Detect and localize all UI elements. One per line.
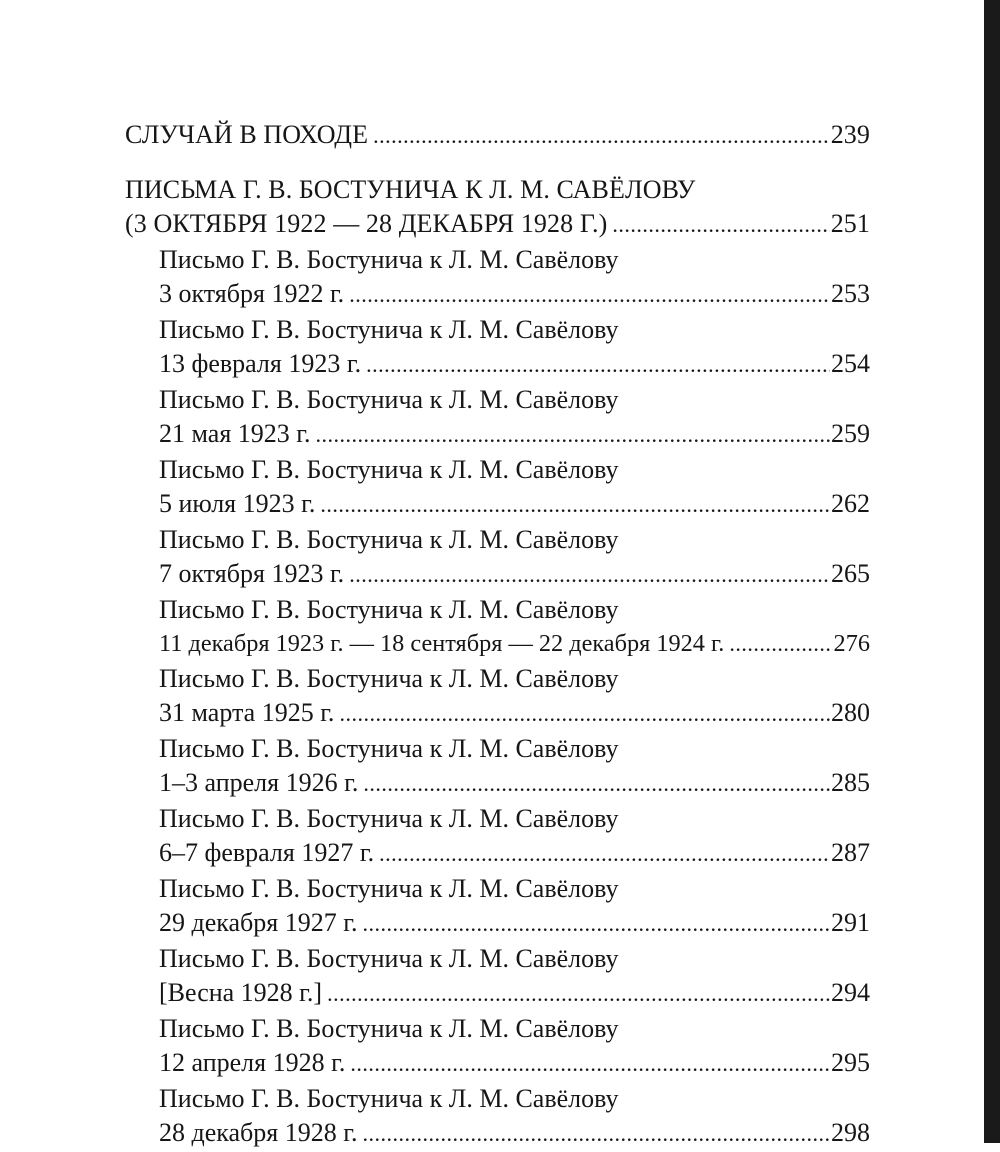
toc-letter-entry[interactable] — [125, 593, 870, 662]
dot-leader — [729, 627, 832, 662]
toc-line — [125, 453, 870, 488]
toc-page-number: 262 — [831, 489, 870, 518]
letter-heading: Письмо Г. В. Бостунича к Л. М. Савёлову — [159, 454, 619, 484]
page-edge-rule — [984, 0, 1000, 1143]
toc-page-number: 298 — [831, 1118, 870, 1147]
letter-heading: Письмо Г. В. Бостунича к Л. М. Савёлову — [159, 733, 619, 763]
toc-page-number: 276 — [833, 630, 870, 657]
toc-line — [125, 383, 870, 418]
letter-heading: Письмо Г. В. Бостунича к Л. М. Савёлову — [159, 873, 619, 903]
toc-line — [125, 557, 870, 593]
dot-leader — [327, 977, 830, 1012]
toc-line — [125, 836, 870, 872]
toc-page-number: 259 — [831, 419, 870, 448]
dot-leader — [316, 418, 830, 453]
toc-line — [125, 1046, 870, 1082]
toc-line — [125, 1082, 870, 1117]
toc-letter-entry[interactable] — [125, 1012, 870, 1082]
letter-heading: Письмо Г. В. Бостунича к Л. М. Савёлову — [159, 524, 619, 554]
dot-leader — [350, 1047, 830, 1082]
toc-line — [125, 347, 870, 383]
toc-letter-entry[interactable] — [125, 523, 870, 593]
toc-entry-title-cont: (3 ОКТЯБРЯ 1922 — 28 ДЕКАБРЯ 1928 Г.) — [125, 209, 608, 238]
dot-leader — [363, 767, 830, 802]
toc-letter-entry[interactable] — [125, 732, 870, 802]
letter-date: 12 апреля 1928 г. — [159, 1048, 346, 1077]
toc-line — [125, 523, 870, 558]
dot-leader — [612, 208, 829, 243]
letter-heading: Письмо Г. В. Бостунича к Л. М. Савёлову — [159, 244, 619, 274]
toc-page-number: 294 — [831, 978, 870, 1007]
letter-date: [Весна 1928 г.] — [159, 978, 323, 1007]
toc-line — [125, 906, 870, 942]
toc-page-number: 280 — [831, 698, 870, 727]
letter-date: 7 октября 1923 г. — [159, 559, 345, 588]
toc-line — [125, 662, 870, 697]
toc-line — [125, 1116, 870, 1152]
dot-leader — [366, 348, 830, 383]
toc-page-number: 285 — [831, 768, 870, 797]
toc-line — [125, 417, 870, 453]
toc-line — [125, 766, 870, 802]
toc-page-number: 291 — [831, 908, 870, 937]
dot-leader — [339, 697, 830, 732]
letter-heading: Письмо Г. В. Бостунича к Л. М. Савёлову — [159, 594, 619, 624]
toc-line — [125, 627, 870, 662]
toc-letter-entry[interactable] — [125, 802, 870, 872]
letter-heading: Письмо Г. В. Бостунича к Л. М. Савёлову — [159, 803, 619, 833]
toc-line — [125, 207, 870, 243]
toc-line — [125, 118, 870, 154]
toc-line — [125, 942, 870, 977]
toc-letter-entry[interactable] — [125, 942, 870, 1012]
letter-heading: Письмо Г. В. Бостунича к Л. М. Савёлову — [159, 384, 619, 414]
toc-entry-title: СЛУЧАЙ В ПОХОДЕ — [125, 120, 369, 149]
letter-heading: Письмо Г. В. Бостунича к Л. М. Савёлову — [159, 1013, 619, 1043]
toc-line — [125, 696, 870, 732]
toc-line — [125, 243, 870, 278]
dot-leader — [362, 907, 830, 942]
letter-heading: Письмо Г. В. Бостунича к Л. М. Савёлову — [159, 943, 619, 973]
letter-date: 31 марта 1925 г. — [159, 698, 335, 727]
toc-letter-entry[interactable] — [125, 872, 870, 942]
letter-date: 6–7 февраля 1927 г. — [159, 838, 375, 867]
toc-page-number: 239 — [830, 120, 870, 149]
toc-line — [125, 872, 870, 907]
toc-line — [125, 313, 870, 348]
toc-letter-entry[interactable] — [125, 243, 870, 313]
toc-letter-entry[interactable] — [125, 313, 870, 383]
dot-leader — [379, 837, 830, 872]
letter-heading: Письмо Г. В. Бостунича к Л. М. Савёлову — [159, 1083, 619, 1113]
dot-leader — [320, 488, 830, 523]
letter-date: 11 декабря 1923 г. — 18 сентября — 22 декабря 1924 г. — [159, 630, 725, 657]
toc-entry-pisma-bostunicha[interactable] — [125, 173, 870, 243]
letter-date: 29 декабря 1927 г. — [159, 908, 358, 937]
toc-line — [125, 1012, 870, 1047]
dot-leader — [349, 558, 830, 593]
toc-line — [125, 593, 870, 628]
letter-heading: Письмо Г. В. Бостунича к Л. М. Савёлову — [159, 663, 619, 693]
toc-entry-sluchai-v-pokhode[interactable] — [125, 118, 870, 154]
toc-letter-entry[interactable] — [125, 662, 870, 732]
toc-line — [125, 173, 870, 208]
toc-page-number: 253 — [831, 279, 870, 308]
letter-date: 28 декабря 1928 г. — [159, 1118, 358, 1147]
toc-page-number: 265 — [831, 559, 870, 588]
toc-line — [125, 487, 870, 523]
toc-page-number: 251 — [830, 209, 870, 238]
toc-letter-entry[interactable] — [125, 1082, 870, 1152]
toc-page-number: 295 — [831, 1048, 870, 1077]
letter-date: 21 мая 1923 г. — [159, 419, 311, 448]
letter-heading: Письмо Г. В. Бостунича к Л. М. Савёлову — [159, 314, 619, 344]
letter-date: 3 октября 1922 г. — [159, 279, 345, 308]
letter-date: 13 февраля 1923 г. — [159, 349, 362, 378]
toc-letter-entry[interactable] — [125, 383, 870, 453]
letter-date: 1–3 апреля 1926 г. — [159, 768, 359, 797]
letter-date: 5 июля 1923 г. — [159, 489, 316, 518]
toc-line — [125, 277, 870, 313]
toc-line — [125, 976, 870, 1012]
toc-page-number: 254 — [831, 349, 870, 378]
toc-line — [125, 802, 870, 837]
toc-page-number: 287 — [831, 838, 870, 867]
toc-line — [125, 732, 870, 767]
toc-letter-entry[interactable] — [125, 453, 870, 523]
dot-leader — [349, 278, 830, 313]
toc-entry-title: ПИСЬМА Г. В. БОСТУНИЧА К Л. М. САВЁЛОВУ — [125, 174, 696, 204]
dot-leader — [373, 119, 830, 154]
dot-leader — [362, 1117, 830, 1152]
table-of-contents — [125, 118, 870, 1152]
